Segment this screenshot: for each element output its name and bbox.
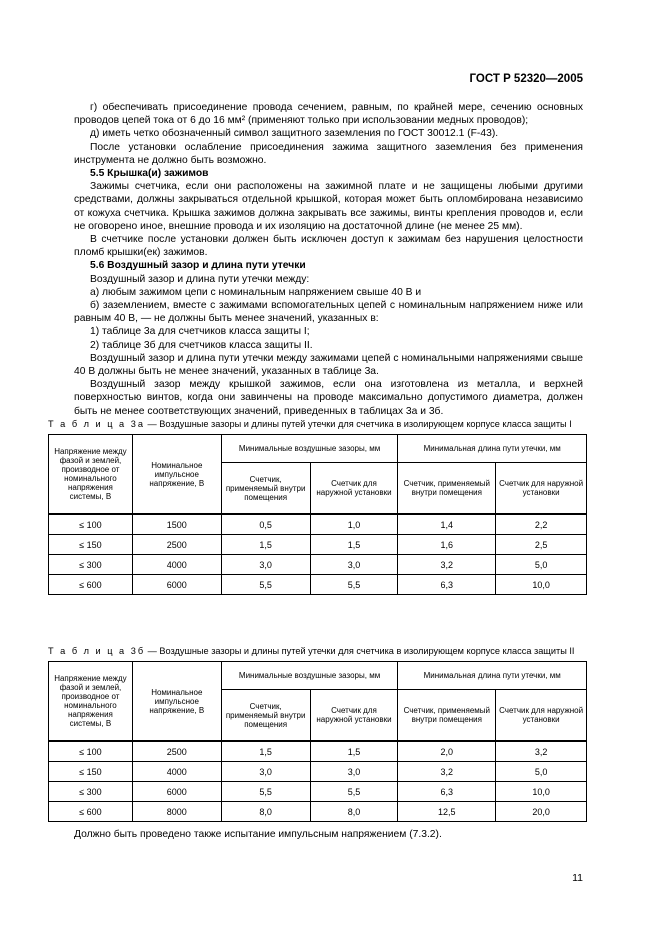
table-3a-header-impulse: Номинальное импульсное напряжение, В: [132, 435, 221, 515]
table-cell: ≤ 150: [49, 762, 133, 782]
table-cell: 1,5: [310, 741, 398, 762]
table-cell: 2,5: [496, 535, 587, 555]
paragraph: Воздушный зазор между крышкой зажимов, если она изготовлена из металла, и верхней поверхностью винтов, когда они завинчены на проводе максимально допустимого диаметра, должен быть не менее соответствующих значений, приведенных в таблицах 3а и 3б.: [74, 379, 583, 417]
table-3b: [48, 661, 587, 822]
table-cell: 1500: [132, 514, 221, 535]
table-cell: 12,5: [398, 802, 496, 822]
table-row: [49, 741, 587, 762]
table-cell: 8,0: [221, 802, 310, 822]
table-cell: 8,0: [310, 802, 398, 822]
paragraph: Воздушный зазор и длина пути утечки между зажимами цепей с номинальными напряжениями свыше 40 В должны быть не менее значений, указанных в таблице 3а.: [74, 352, 583, 378]
table-cell: 8000: [132, 802, 221, 822]
table-cell: 6000: [132, 575, 221, 595]
table-3b-caption-text: — Воздушные зазоры и длины путей утечки для счетчика в изолирующем корпусе класса защиты II: [145, 646, 575, 656]
table-cell: 5,5: [310, 575, 398, 595]
paragraph: б) заземлением, вместе с зажимами вспомогательных цепей с номинальным напряжением ниже или равным 40 В, — не должны быть менее значений, указанных в:: [74, 300, 583, 325]
table-3a-caption: [48, 419, 613, 429]
paragraph: г) обеспечивать присоединение провода сечением, равным, по крайней мере, сечению основных проводов цепей тока от 6 до 16 мм² (применяют только при использовании медных проводов);: [74, 102, 583, 127]
table-cell: ≤ 600: [49, 802, 133, 822]
table-cell: 2,2: [496, 514, 587, 535]
table-cell: 6,3: [398, 782, 496, 802]
table-3a-caption-prefix: Т а б л и ц а 3а: [48, 419, 145, 429]
table-cell: 1,6: [398, 535, 496, 555]
table-row: [49, 802, 587, 822]
table-3b-header-creep-indoor: Счетчик, применяемый внутри помещения: [398, 690, 496, 742]
table-cell: 3,2: [496, 741, 587, 762]
body-text: [74, 101, 583, 418]
table-3b-header-air-outdoor: Счетчик для наружной установки: [310, 690, 398, 742]
paragraph: 2) таблице 3б для счетчиков класса защиты II.: [90, 339, 313, 351]
table-cell: 5,0: [496, 555, 587, 575]
table-row: [49, 535, 587, 555]
paragraph: Воздушный зазор и длина пути утечки между:: [90, 273, 310, 285]
table-cell: 4000: [132, 555, 221, 575]
table-cell: 10,0: [496, 782, 587, 802]
closing-paragraph: Должно быть проведено также испытание импульсным напряжением (7.3.2).: [74, 829, 442, 840]
table-cell: ≤ 600: [49, 575, 133, 595]
table-cell: ≤ 100: [49, 514, 133, 535]
table-cell: 1,5: [221, 741, 310, 762]
table-cell: 2500: [132, 741, 221, 762]
table-3b-caption: [48, 646, 613, 656]
table-cell: 5,5: [221, 575, 310, 595]
table-row: [49, 762, 587, 782]
table-3b-header-air: Минимальные воздушные зазоры, мм: [221, 662, 398, 690]
table-cell: 4000: [132, 762, 221, 782]
table-cell: 5,5: [221, 782, 310, 802]
table-3b-header-voltage: Напряжение между фазой и землей, производное от номинального напряжения системы, В: [49, 662, 133, 742]
table-cell: 1,0: [310, 514, 398, 535]
paragraph: В счетчике после установки должен быть исключен доступ к зажимам без нарушения целостности пломб крышки(ек) зажимов.: [74, 234, 583, 259]
paragraph: Зажимы счетчика, если они расположены на зажимной плате и не защищены любыми другими средствами, должны закрываться отдельной крышкой, которая может быть опломбирована независимо от кожуха счетчика. Крышка зажимов должна закрывать все зажимы, винты крепления проводов и, если не оговорено иное, внешние провода и их изоляцию на достаточной длине (не менее 25 мм).: [74, 181, 583, 232]
table-3b-header-impulse: Номинальное импульсное напряжение, В: [132, 662, 221, 742]
document-header: ГОСТ Р 52320—2005: [469, 73, 583, 85]
table-row: [49, 782, 587, 802]
table-row: [49, 575, 587, 595]
table-cell: 1,4: [398, 514, 496, 535]
table-3a-caption-text: — Воздушные зазоры и длины путей утечки для счетчика в изолирующем корпусе класса защиты I: [144, 419, 572, 429]
table-cell: 2500: [132, 535, 221, 555]
table-cell: 20,0: [496, 802, 587, 822]
paragraph: д) иметь четко обозначенный символ защитного заземления по ГОСТ 30012.1 (F-43).: [90, 128, 499, 140]
table-cell: 2,0: [398, 741, 496, 762]
table-cell: 3,0: [221, 762, 310, 782]
table-3a-header-creep-outdoor: Счетчик для наружной установки: [496, 463, 587, 515]
table-3a-header-air-indoor: Счетчик, применяемый внутри помещения: [221, 463, 310, 515]
table-3a: [48, 434, 587, 595]
paragraph: После установки ослабление присоединения зажима защитного заземления без применения инструмента не должно быть возможно.: [74, 141, 583, 166]
table-3b-header-air-indoor: Счетчик, применяемый внутри помещения: [221, 690, 310, 742]
table-cell: 6000: [132, 782, 221, 802]
section-heading: 5.5 Крышка(и) зажимов: [90, 168, 209, 180]
table-cell: ≤ 300: [49, 782, 133, 802]
table-cell: 5,5: [310, 782, 398, 802]
table-3a-header-creep-indoor: Счетчик, применяемый внутри помещения: [398, 463, 496, 515]
table-row: [49, 555, 587, 575]
table-cell: 3,0: [221, 555, 310, 575]
paragraph: 1) таблице 3а для счетчиков класса защиты I;: [90, 326, 310, 338]
table-3a-header-voltage: Напряжение между фазой и землей, производное от номинального напряжения системы, В: [49, 435, 133, 515]
table-cell: ≤ 100: [49, 741, 133, 762]
table-cell: ≤ 300: [49, 555, 133, 575]
table-3a-header-air: Минимальные воздушные зазоры, мм: [221, 435, 398, 463]
paragraph: а) любым зажимом цепи с номинальным напряжением свыше 40 В и: [90, 286, 422, 298]
table-cell: 6,3: [398, 575, 496, 595]
table-3b-header-creep: Минимальная длина пути утечки, мм: [398, 662, 587, 690]
table-row: [49, 514, 587, 535]
table-3a-header-creep: Минимальная длина пути утечки, мм: [398, 435, 587, 463]
table-cell: 5,0: [496, 762, 587, 782]
table-cell: ≤ 150: [49, 535, 133, 555]
section-heading: 5.6 Воздушный зазор и длина пути утечки: [90, 260, 306, 272]
table-3b-body: [49, 741, 587, 822]
table-3a-body: [49, 514, 587, 595]
table-cell: 3,0: [310, 762, 398, 782]
table-3a-header-air-outdoor: Счетчик для наружной установки: [310, 463, 398, 515]
table-cell: 3,2: [398, 555, 496, 575]
table-cell: 1,5: [221, 535, 310, 555]
table-cell: 3,0: [310, 555, 398, 575]
table-cell: 3,2: [398, 762, 496, 782]
table-cell: 1,5: [310, 535, 398, 555]
table-3b-header-creep-outdoor: Счетчик для наружной установки: [496, 690, 587, 742]
table-cell: 10,0: [496, 575, 587, 595]
page-number: 11: [572, 872, 583, 884]
table-3b-caption-prefix: Т а б л и ц а 3б: [48, 646, 146, 656]
table-cell: 0,5: [221, 514, 310, 535]
